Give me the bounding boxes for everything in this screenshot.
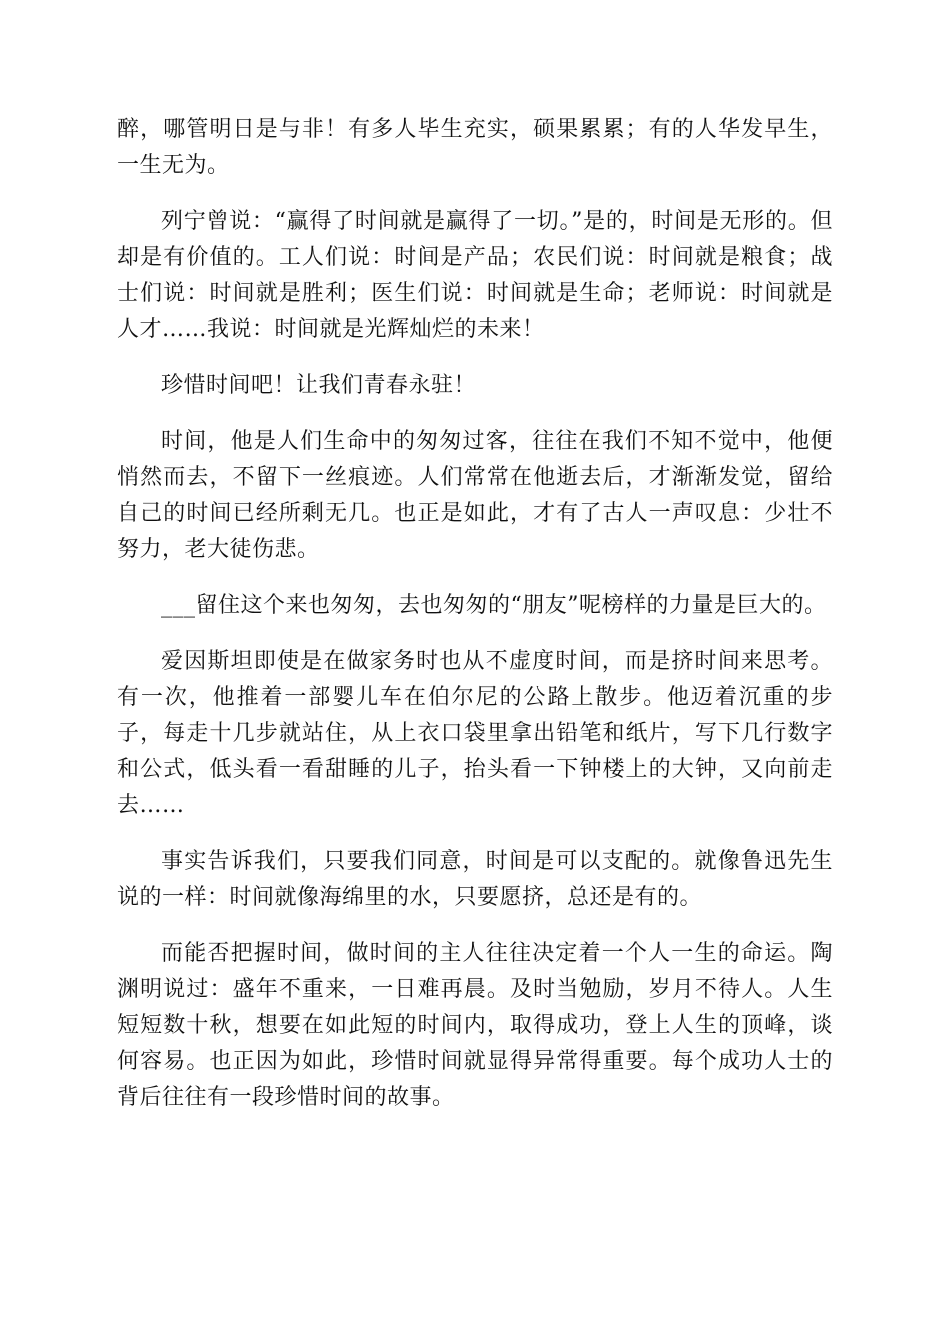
paragraph-5: ___留住这个来也匆匆，去也匆匆的“朋友”呢榜样的力量是巨大的。 xyxy=(161,593,827,618)
paragraph-3: 珍惜时间吧！让我们青春永驻！ xyxy=(161,373,477,398)
paragraph-8: 而能否把握时间，做时间的主人往往决定着一个人一生的命运。陶渊明说过：盛年不重来，一日难再晨。及时当勉励，岁月不待人。人生短短数十秋，想要在如此短的时间内，取得成功，登上人生的顶峰，谈何容易。也正因为如此，珍惜时间就显得异常得重要。每个成功人士的背后往往有一段珍惜时间的故事。 xyxy=(117,941,833,1110)
paragraph-2: 列宁曾说：“赢得了时间就是赢得了一切。”是的，时间是无形的。但却是有价值的。工人们说：时间是产品；农民们说：时间就是粮食；战士们说：时间就是胜利；医生们说：时间就是生命；老师说：时间就是人才……我说：时间就是光辉灿烂的未来！ xyxy=(117,209,833,342)
paragraph-6: 爱因斯坦即使是在做家务时也从不虚度时间，而是挤时间来思考。有一次，他推着一部婴儿车在伯尔尼的公路上散步。他迈着沉重的步子，每走十几步就站住，从上衣口袋里拿出铅笔和纸片，写下几行数字和公式，低头看一看甜睡的儿子，抬头看一下钟楼上的大钟，又向前走去…… xyxy=(117,649,833,818)
document-page xyxy=(117,112,833,1136)
paragraph-4: 时间，他是人们生命中的匆匆过客，往往在我们不知不觉中，他便悄然而去，不留下一丝痕迹。人们常常在他逝去后，才渐渐发觉，留给自己的时间已经所剩无几。也正是如此，才有了古人一声叹息：少壮不努力，老大徒伤悲。 xyxy=(117,429,833,562)
paragraph-7: 事实告诉我们，只要我们同意，时间是可以支配的。就像鲁迅先生说的一样：时间就像海绵里的水，只要愿挤，总还是有的。 xyxy=(117,849,833,910)
paragraph-1: 醉，哪管明日是与非！有多人毕生充实，硕果累累；有的人华发早生，一生无为。 xyxy=(117,117,833,178)
